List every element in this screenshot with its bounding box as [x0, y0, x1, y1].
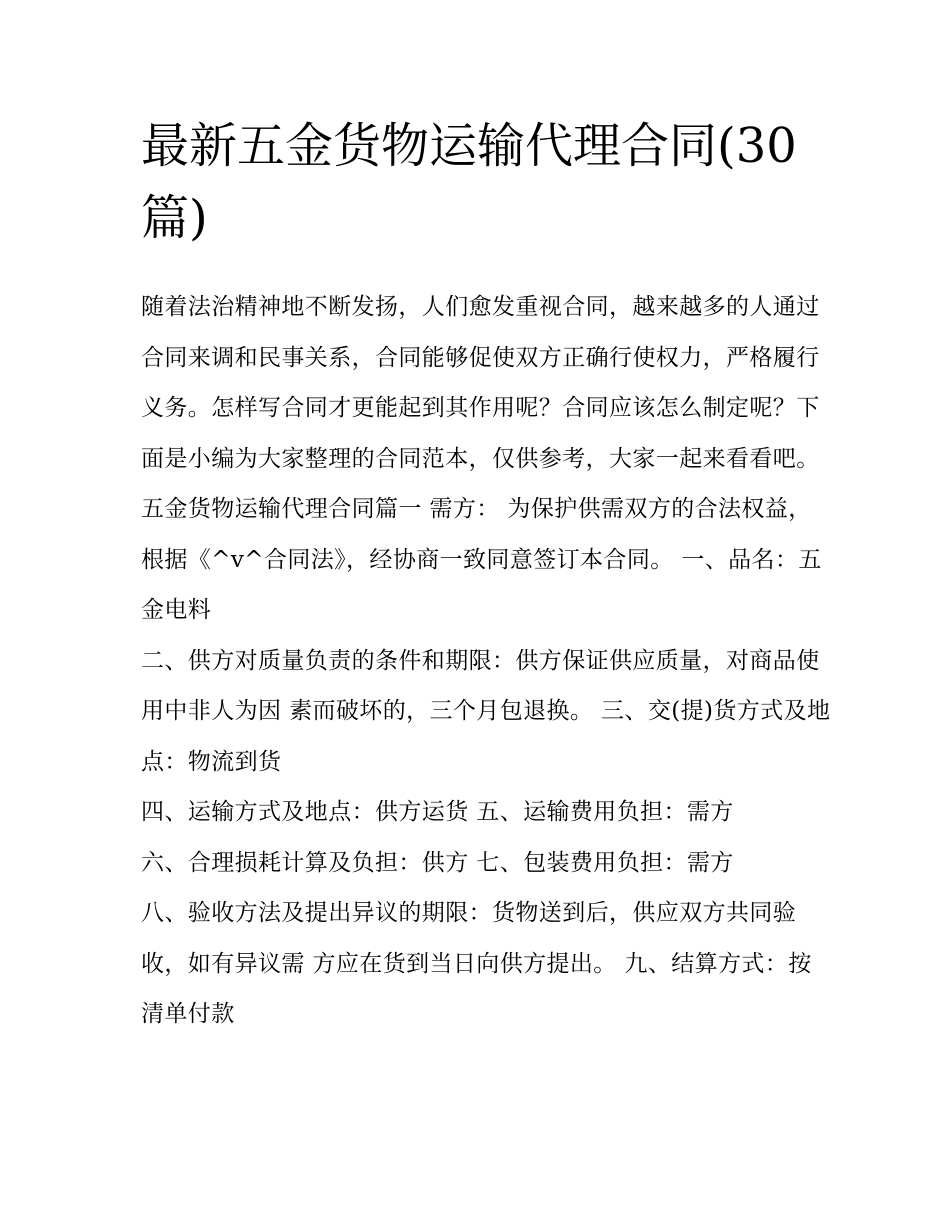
contract-paragraph-3: 四、运输方式及地点：供方运货 五、运输费用负担：需方 [141, 799, 734, 825]
contract-paragraph-4: 六、合理损耗计算及负担：供方 七、包装费用负担：需方 [141, 849, 734, 876]
document-title: 最新五金货物运输代理合同(30篇) [141, 118, 797, 246]
intro-paragraph: 随着法治精神地不断发扬，人们愈发重视合同，越来越多的人通过合同来调和民事关系，合同能够促使双方正确行使权力，严格履行义务。怎样写合同才更能起到其作用呢？合同应该怎么制定呢？下面是小编为大家整理的合同范本，仅供参考，大家一起来看看吧。 [141, 294, 820, 472]
contract-paragraph-2: 二、供方对质量负责的条件和期限：供方保证供应质量，对商品使用中非人为因 素而破坏的，三个月包退换。 三、交(提)货方式及地点：物流到货 [141, 647, 831, 775]
document-body [141, 110, 831, 1040]
contract-paragraph-5: 八、验收方法及提出异议的期限：货物送到后，供应双方共同验收，如有异议需 方应在货到当日向供方提出。 九、结算方式：按清单付款 [141, 900, 812, 1027]
contract-paragraph-1: 五金货物运输代理合同篇一 需方： 为保护供需双方的合法权益，根据《^v^合同法》，经协商一致同意签订本合同。 一、品名：五金电料 [141, 496, 822, 623]
